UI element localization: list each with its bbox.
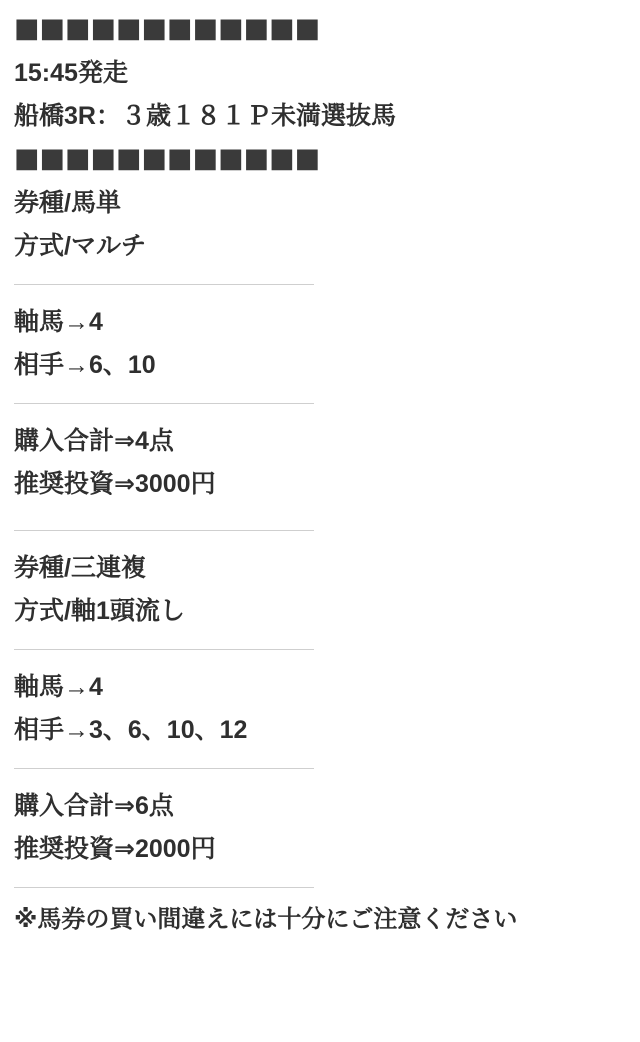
section-divider (14, 768, 314, 769)
bet-method: 方式/マルチ (14, 232, 146, 260)
bet-method: 方式/軸1頭流し (14, 597, 185, 625)
divider-bar-top: ■■■■■■■■■■■■ (14, 13, 321, 44)
ticket-type: 券種/馬単 (14, 189, 121, 217)
partner-horses: 相手→6、10 (14, 351, 156, 379)
post-time: 15:45発走 (14, 59, 128, 87)
axis-horse: 軸馬→4 (14, 673, 103, 701)
footer-note: ※馬券の買い間違えには十分にご注意ください (14, 906, 518, 933)
block-divider (14, 530, 314, 531)
total-points: 購入合計⇒4点 (14, 427, 174, 455)
ticket-type: 券種/三連複 (14, 554, 146, 582)
race-title: 船橋3R：３歳１８１Ｐ未満選抜馬 (14, 102, 396, 130)
recommended-stake: 推奨投資⇒2000円 (14, 835, 216, 863)
section-divider (14, 403, 314, 404)
bet-block-1 (14, 182, 624, 506)
partner-horses: 相手→3、6、10、12 (14, 716, 248, 744)
axis-horse: 軸馬→4 (14, 308, 103, 336)
bet-block-2 (14, 547, 624, 871)
section-divider (14, 649, 314, 650)
recommended-stake: 推奨投資⇒3000円 (14, 470, 216, 498)
section-divider (14, 284, 314, 285)
divider-bar-second: ■■■■■■■■■■■■ (14, 143, 321, 174)
footer-divider (14, 887, 314, 888)
total-points: 購入合計⇒6点 (14, 792, 174, 820)
